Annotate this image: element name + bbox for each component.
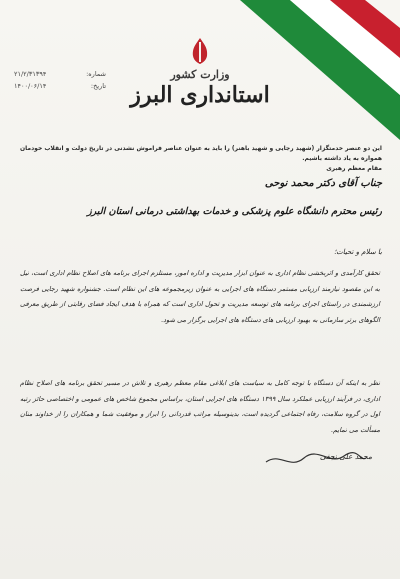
date-label: تاریخ: [90, 82, 106, 90]
salutation: جناب آقای دکتر محمد نوحی [264, 178, 382, 189]
ministry-name: وزارت کشور [170, 68, 230, 81]
date-value: ۱۴۰۰/۰۶/۱۴ [14, 82, 47, 90]
motto-quote: این دو عنصر خدمتگزار (شهید رجایی و شهید باهنر) را باید به عنوان عناصر فراموش نشدنی در تاریخ دولت و انقلاب خودمان همواره به یاد داشته باشیم. [20, 145, 382, 162]
paragraph-2: نظر به اینکه آن دستگاه با توجه کامل به سیاست های ابلاغی مقام معظم رهبری و تلاش در مسیر تحقق برنامه های اصلاح نظام اداری، در فرآیند ارزیابی عملکرد سال ۱۳۹۹ دستگاه های اجرایی استان، براساس مجموع شاخص های عمومی و اختصاصی حائز رتبه اول در گروه سلامت، رفاه اجتماعی گردیده است، بدینوسیله مراتب قدردانی را ابراز و موفقیت شما و همکاران را از خداوند منان مسألت می نمایم. [20, 379, 380, 434]
signer-name: محمد علی نجفی [319, 452, 372, 461]
letter-meta [14, 70, 106, 94]
motto-attribution: مقام معظم رهبری [326, 165, 382, 172]
province-title: استانداری البرز [130, 82, 270, 108]
number-row [14, 70, 106, 78]
number-value: ۲۱/۲/۳۱۳۹۴ [14, 70, 47, 78]
greeting: با سلام و تحیات؛ [333, 248, 382, 256]
emblem-icon [186, 36, 214, 66]
paragraph-1: تحقق کارآمدی و اثربخشی نظام اداری به عنوان ابزار مدیریت و اداره امور، مستلزم اجرای برنامه های اصلاح نظام اداری است، نیل به این مقصود نیازمند ارزیابی مستمر دستگاه های اجرایی به عنوان زیرمجموعه های این نظام است. جشنواره شهید رجایی فرصت ارزشمندی در راستای اجرای برنامه های توسعه مدیریت و تحول اداری است که همراه با هدف ایجاد فضای رقابتی از طریق معرفی الگوهای برتر سازمانی به بهبود ارزیابی های دستگاه های اجرایی برگزار می شود. [20, 269, 380, 324]
date-row [14, 82, 106, 90]
motto [18, 144, 382, 174]
number-label: شماره: [86, 70, 106, 78]
recipient-title: رئیس محترم دانشگاه علوم پزشکی و خدمات بهداشتی درمانی استان البرز [87, 206, 382, 217]
